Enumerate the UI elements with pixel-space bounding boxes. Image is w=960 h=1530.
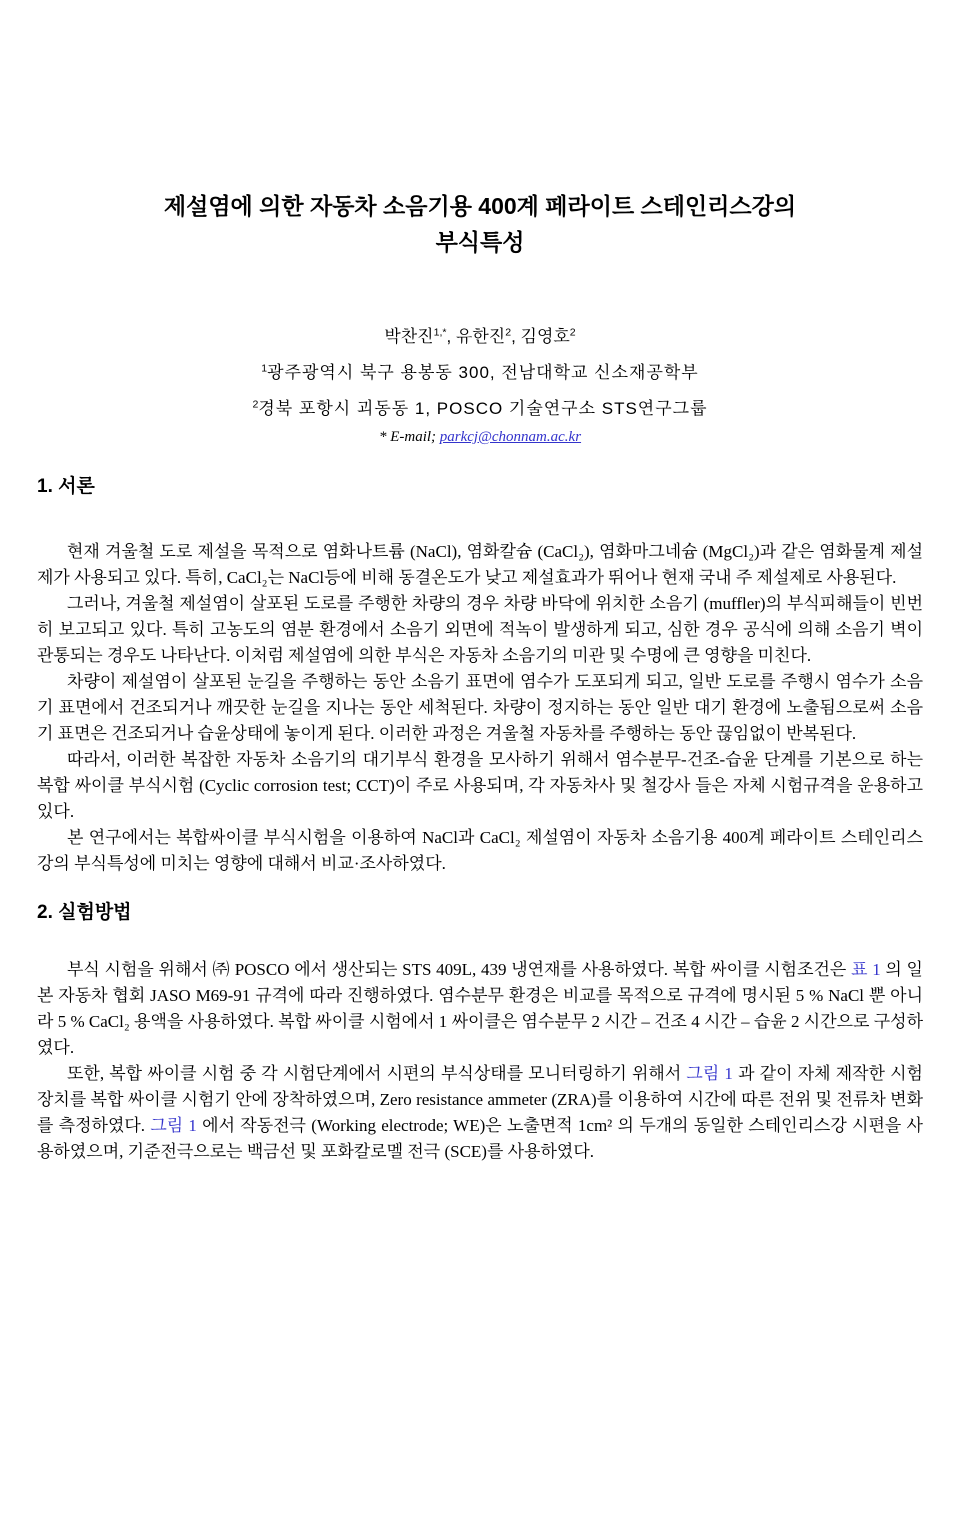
superscript-marker: 2 (505, 326, 512, 339)
text-segment: 또한, 복합 싸이클 시험 중 각 시험단계에서 시편의 부식상태를 모니터링하기 위해서 (67, 1064, 687, 1083)
text-segment: 에서 작동전극 (Working electrode; WE)은 노출면적 1cm² 의 두개의 동일한 스테인리스강 시편을 사용하였으며, 기준전극으로는 백금선 및 포화칼로멜 전극 (SCE)를 사용하였다. (37, 1116, 923, 1161)
section-methods-body (37, 957, 923, 1165)
ref-link[interactable]: 그림 1 (150, 1116, 197, 1135)
paragraph (37, 825, 923, 877)
superscript-marker: 2 (569, 326, 576, 339)
section-heading-introduction: 1. 서론 (37, 476, 95, 497)
paragraph (37, 669, 923, 747)
text-segment: * E-mail; (378, 429, 440, 445)
paragraph (37, 539, 923, 591)
paragraph (37, 747, 923, 825)
text-segment: 현재 겨울철 도로 제설을 목적으로 염화나트륨 (NaCl), 염화칼슘 (CaCl₂), 염화마그네슘 (MgCl₂)과 같은 염화물계 제설제가 사용되고 있다. 특히, CaCl₂는 NaCl등에 비해 동결온도가 낮고 제설효과가 뛰어나 현재 국내 주 제설제로 사용된다. (37, 542, 923, 587)
text-segment: , 유한진 (446, 327, 506, 346)
affiliation-line-2 (37, 398, 923, 420)
paragraph (37, 1061, 923, 1165)
text-segment: 그러나, 겨울철 제설염이 살포된 도로를 주행한 차량의 경우 차량 바닥에 위치한 소음기 (muffler)의 부식피해들이 빈번히 보고되고 있다. 특히 고농도의 염분 환경에서 소음기 외면에 적녹이 발생하게 되고, 심한 경우 공식에 의해 소음기 벽이 관통되는 경우도 나타난다. 이처럼 제설염에 의한 부식은 자동차 소음기의 미관 및 수명에 큰 영향을 미친다. (37, 594, 923, 665)
text-segment: , 김영호 (511, 327, 570, 346)
superscript-marker: 1 (261, 362, 268, 375)
text-segment: 본 연구에서는 복합싸이클 부식시험을 이용하여 NaCl과 CaCl₂ 제설염이 자동차 소음기용 400계 페라이트 스테인리스강의 부식특성에 미치는 영향에 대해서 비교·조사하였다. (37, 828, 923, 873)
ref-link[interactable]: 표 1 (851, 960, 881, 979)
superscript-marker: 1,* (433, 326, 447, 339)
email-link[interactable]: parkcj@chonnam.ac.kr (439, 429, 582, 445)
section-heading-methods: 2. 실험방법 (37, 902, 132, 923)
affiliation-line-1 (37, 362, 923, 384)
superscript-marker: 2 (252, 398, 259, 411)
title-line-1: 제설염에 의한 자동차 소음기용 400계 페라이트 스테인리스강의 (163, 193, 797, 219)
ref-link[interactable]: 그림 1 (686, 1064, 733, 1083)
email-line (37, 428, 923, 447)
authors-line (37, 326, 923, 348)
text-segment: 의 일본 자동차 협회 JASO M69-91 규격에 따라 진행하였다. 염수분무 환경은 비교를 목적으로 규격에 명시된 5 % NaCl 뿐 아니라 5 % CaCl₂ 용액을 사용하였다. 복합 싸이클 시험에서 1 싸이클은 염수분무 2 시간 – 건조 4 시간 – 습윤 2 시간으로 구성하였다. (37, 960, 923, 1057)
text-segment: 따라서, 이러한 복잡한 자동차 소음기의 대기부식 환경을 모사하기 위해서 염수분무-건조-습윤 단계를 기본으로 하는 복합 싸이클 부식시험 (Cyclic corrosion test; CCT)이 주로 사용되며, 각 자동차사 및 철강사 들은 자체 시험규격을 운용하고 있다. (37, 750, 923, 821)
text-segment: 광주광역시 북구 용봉동 300, 전남대학교 신소재공학부 (267, 363, 699, 382)
text-segment: 과 같이 자체 제작한 시험장치를 복합 싸이클 시험기 안에 장착하였으며, Zero resistance ammeter (ZRA)를 이용하여 시간에 따른 전위 및 전류차 변화를 측정하였다. (37, 1064, 923, 1135)
text-segment: 부식 시험을 위해서 ㈜ POSCO 에서 생산되는 STS 409L, 439 냉연재를 사용하였다. 복합 싸이클 시험조건은 (67, 960, 852, 979)
title-line-2: 부식특성 (435, 229, 525, 255)
section-introduction-body (37, 539, 923, 877)
page-title (37, 188, 923, 260)
text-segment: 경북 포항시 괴동동 1, POSCO 기술연구소 STS연구그룹 (258, 399, 708, 418)
paragraph (37, 957, 923, 1061)
text-segment: 박찬진 (384, 327, 434, 346)
paragraph (37, 591, 923, 669)
text-segment: 차량이 제설염이 살포된 눈길을 주행하는 동안 소음기 표면에 염수가 도포되게 되고, 일반 도로를 주행시 염수가 소음기 표면에서 건조되거나 깨끗한 눈길을 지나는 동안 세척된다. 차량이 정지하는 동안 일반 대기 환경에 노출됨으로써 소음기 표면은 건조되거나 습윤상태에 놓이게 된다. 이러한 과정은 겨울철 자동차를 주행하는 동안 끊임없이 반복된다. (37, 672, 923, 743)
